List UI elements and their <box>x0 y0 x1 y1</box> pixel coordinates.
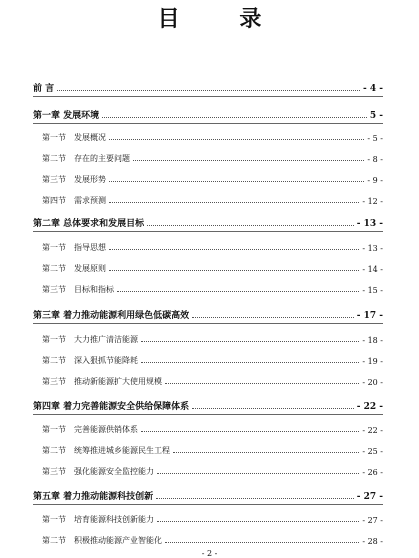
toc-page-number: - 20 - <box>362 378 383 387</box>
toc-page-number: - 13 - <box>356 219 383 229</box>
toc-section-number: 第二节 <box>42 536 66 545</box>
toc-section-number: 第一节 <box>42 133 66 142</box>
toc-section-entry[interactable] <box>33 284 383 295</box>
toc-section-entry[interactable] <box>33 153 383 164</box>
toc-entry-title: 第一章 发展环境 <box>33 111 100 121</box>
toc-dot-leader <box>165 541 359 543</box>
toc-section-number: 第二节 <box>42 446 66 455</box>
toc-dot-leader <box>109 269 359 271</box>
toc-dot-leader <box>156 497 354 499</box>
toc-dot-leader <box>109 180 364 182</box>
toc-section-label: 发展原则 <box>74 264 106 273</box>
toc-dot-leader <box>141 340 359 342</box>
toc-entry-title: 第二章 总体要求和发展目标 <box>33 219 145 229</box>
toc-entry-title <box>42 514 154 525</box>
toc-dot-leader <box>157 472 359 474</box>
toc-entry-title <box>42 334 138 345</box>
toc-entry-title <box>42 466 154 477</box>
toc-section-number: 第一节 <box>42 425 66 434</box>
toc-page-number: - 14 - <box>362 265 383 274</box>
toc-page-number: - 22 - <box>356 402 383 412</box>
toc-entry-title <box>42 174 106 185</box>
toc-dot-leader <box>109 248 359 250</box>
toc-entry-title <box>42 355 138 366</box>
toc-entry-title <box>42 242 106 253</box>
toc-page-number: - 22 - <box>362 426 383 435</box>
chapter-separator-line <box>33 231 383 232</box>
toc-dot-leader <box>133 159 364 161</box>
toc-page-number: - 26 - <box>362 468 383 477</box>
toc-page-number: - 15 - <box>362 286 383 295</box>
toc-page-number: - 27 - <box>356 492 383 502</box>
toc-chapter-entry[interactable] <box>33 81 383 94</box>
toc-section-entry[interactable] <box>33 355 383 366</box>
toc-section-entry[interactable] <box>33 174 383 185</box>
toc-dot-leader <box>147 224 354 226</box>
toc-entry-title <box>42 376 162 387</box>
toc-section-number: 第一节 <box>42 515 66 524</box>
toc-entry-title <box>42 424 138 435</box>
toc-dot-leader <box>192 316 354 318</box>
toc-dot-leader <box>157 520 359 522</box>
toc-entry-title: 前 言 <box>33 84 55 94</box>
toc-page-number: - 13 - <box>362 244 383 253</box>
toc-section-entry[interactable] <box>33 424 383 435</box>
toc-section-entry[interactable] <box>33 195 383 206</box>
toc-section-number: 第三节 <box>42 285 66 294</box>
toc-section-number: 第三节 <box>42 175 66 184</box>
toc-page-number: 5 - <box>369 111 383 121</box>
page-number: - 2 - <box>201 549 218 558</box>
toc-entry-title <box>42 445 170 456</box>
toc-section-number: 第三节 <box>42 467 66 476</box>
toc-dot-leader <box>173 451 359 453</box>
toc-section-number: 第一节 <box>42 335 66 344</box>
toc-section-entry[interactable] <box>33 132 383 143</box>
toc-section-label: 需求预测 <box>74 196 106 205</box>
toc-section-label: 指导思想 <box>74 243 106 252</box>
toc-section-entry[interactable] <box>33 535 383 546</box>
toc-section-number: 第二节 <box>42 356 66 365</box>
chapter-separator-line <box>33 123 383 124</box>
toc-section-label: 发展概况 <box>74 133 106 142</box>
chapter-separator-line <box>33 323 383 324</box>
toc-section-label: 大力推广清洁能源 <box>74 335 138 344</box>
toc-section-number: 第二节 <box>42 264 66 273</box>
chapter-separator-line <box>33 96 383 97</box>
toc-chapter-entry[interactable] <box>33 216 383 229</box>
chapter-separator-line <box>33 414 383 415</box>
toc-section-label: 存在的主要问题 <box>74 154 130 163</box>
toc-entry-title: 第四章 着力完善能源安全供给保障体系 <box>33 402 190 412</box>
toc-dot-leader <box>109 201 359 203</box>
toc-section-label: 培育能源科技创新能力 <box>74 515 154 524</box>
toc-dot-leader <box>109 138 364 140</box>
toc-page-number: - 28 - <box>362 537 383 546</box>
toc-entry-title: 第五章 着力推动能源科技创新 <box>33 492 154 502</box>
toc-section-entry[interactable] <box>33 466 383 477</box>
toc-page-number: - 5 - <box>367 134 383 143</box>
toc-dot-leader <box>141 430 359 432</box>
chapter-separator-line <box>33 504 383 505</box>
toc-section-number: 第三节 <box>42 377 66 386</box>
toc-section-label: 统筹推进城乡能源民生工程 <box>74 446 170 455</box>
toc-page-number: - 25 - <box>362 447 383 456</box>
toc-dot-leader <box>102 116 367 118</box>
toc-dot-leader <box>117 290 359 292</box>
toc-dot-leader <box>192 407 354 409</box>
toc-page-number: - 19 - <box>362 357 383 366</box>
toc-entry-title <box>42 153 130 164</box>
toc-chapter-entry[interactable] <box>33 108 383 121</box>
toc-page-number: - 17 - <box>356 311 383 321</box>
toc-section-entry[interactable] <box>33 263 383 274</box>
toc-section-number: 第一节 <box>42 243 66 252</box>
toc-page-number: - 12 - <box>362 197 383 206</box>
toc-entry-title <box>42 263 106 274</box>
toc-section-number: 第二节 <box>42 154 66 163</box>
toc-dot-leader <box>57 89 360 91</box>
toc-section-entry[interactable] <box>33 334 383 345</box>
toc-chapter-entry[interactable] <box>33 489 383 502</box>
toc-page-number: - 4 - <box>363 84 383 94</box>
toc-entry-title <box>42 195 106 206</box>
toc-section-entry[interactable] <box>33 514 383 525</box>
page-title: 目 录 <box>157 6 288 32</box>
toc-section-entry[interactable] <box>33 376 383 387</box>
toc-section-number: 第四节 <box>42 196 66 205</box>
toc-dot-leader <box>141 361 359 363</box>
toc-entry-title: 第三章 着力推动能源利用绿色低碳高效 <box>33 311 190 321</box>
toc-section-label: 深入狠抓节能降耗 <box>74 356 138 365</box>
toc-page-number: - 27 - <box>362 516 383 525</box>
toc-entry-title <box>42 132 106 143</box>
toc-page-number: - 18 - <box>362 336 383 345</box>
toc-section-entry[interactable] <box>33 445 383 456</box>
toc-entry-title <box>42 535 162 546</box>
toc-section-label: 发展形势 <box>74 175 106 184</box>
toc-section-label: 强化能源安全监控能力 <box>74 467 154 476</box>
toc-section-entry[interactable] <box>33 242 383 253</box>
toc-page-number: - 9 - <box>367 176 383 185</box>
toc-dot-leader <box>165 382 359 384</box>
toc-page-number: - 8 - <box>367 155 383 164</box>
toc-section-label: 积极推动能源产业智能化 <box>74 536 162 545</box>
toc-section-label: 推动新能源扩大使用规模 <box>74 377 162 386</box>
toc-entry-title <box>42 284 114 295</box>
toc-section-label: 目标和指标 <box>74 285 114 294</box>
toc-chapter-entry[interactable] <box>33 399 383 412</box>
toc-section-label: 完善能源供销体系 <box>74 425 138 434</box>
toc-chapter-entry[interactable] <box>33 308 383 321</box>
